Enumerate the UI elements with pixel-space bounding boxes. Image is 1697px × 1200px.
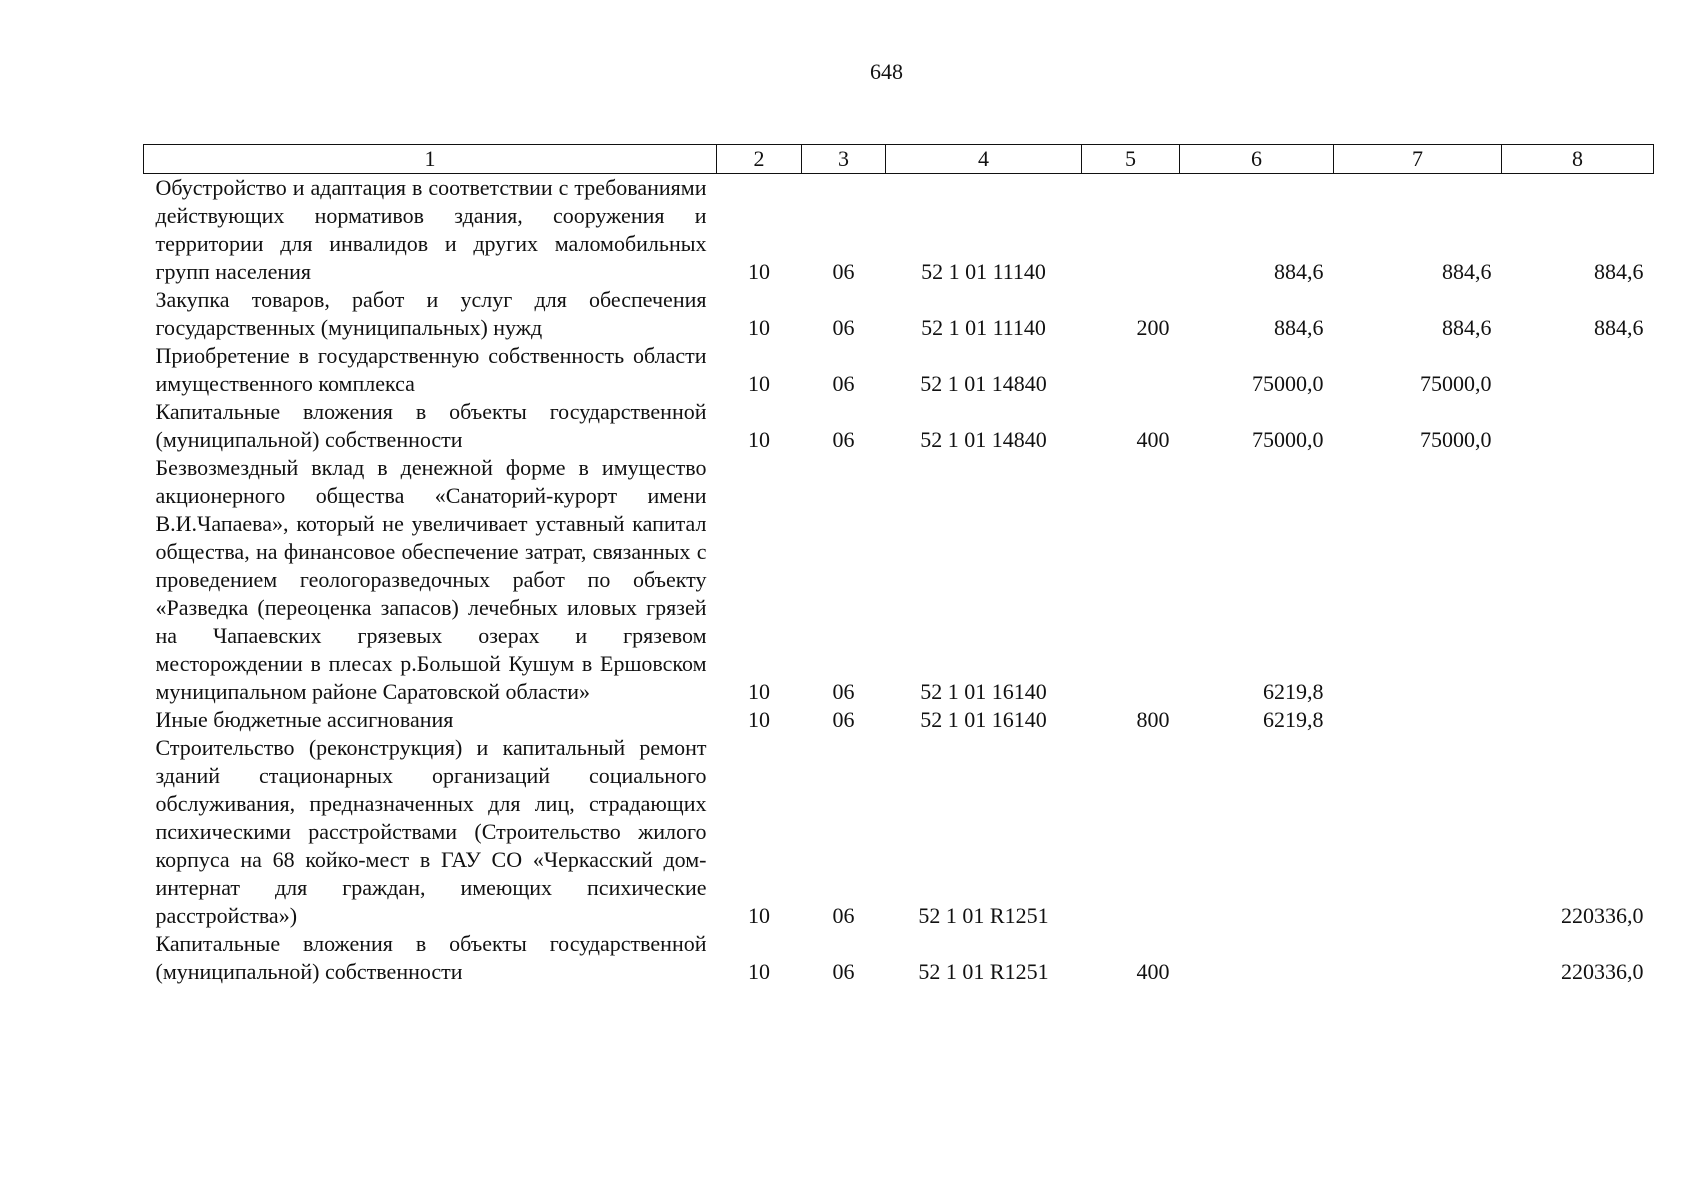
row-section: 10 bbox=[748, 903, 770, 928]
row-section: 10 bbox=[748, 259, 770, 284]
row-expense-type bbox=[1082, 454, 1180, 706]
column-header-2: 2 bbox=[717, 145, 802, 174]
row-description: Капитальные вложения в объекты государственной (муниципальной) собственности bbox=[155, 399, 707, 452]
table-row bbox=[144, 706, 1654, 734]
table-row bbox=[144, 398, 1654, 454]
table-row bbox=[144, 454, 1654, 706]
row-amount-col8 bbox=[1502, 342, 1654, 398]
row-amount-col8 bbox=[1502, 454, 1654, 706]
row-target-article: 52 1 01 R1251 bbox=[918, 959, 1049, 984]
column-header-6: 6 bbox=[1180, 145, 1334, 174]
table-row bbox=[144, 734, 1654, 930]
row-amount-col7 bbox=[1334, 734, 1502, 930]
row-target-article: 52 1 01 14840 bbox=[920, 427, 1047, 452]
row-target-article: 52 1 01 11140 bbox=[921, 259, 1046, 284]
row-target-article: 52 1 01 11140 bbox=[921, 315, 1046, 340]
row-amount-col8: 220336,0 bbox=[1561, 903, 1644, 928]
row-description: Безвозмездный вклад в денежной форме в имущество акционерного общества «Санаторий-курорт имени В.И.Чапаева», который не увеличивает уставный капитал общества, на финансовое обеспечение затрат, связанных с проведением геологоразведочных работ по объекту «Разведка (переоценка запасов) лечебных иловых грязей на Чапаевских грязевых озерах и грязевом месторождении в плесах р.Большой Кушум в Ершовском муниципальном районе Саратовской области» bbox=[155, 455, 707, 704]
row-target-article: 52 1 01 16140 bbox=[920, 679, 1047, 704]
row-expense-type bbox=[1082, 734, 1180, 930]
row-section: 10 bbox=[748, 959, 770, 984]
row-amount-col7 bbox=[1334, 930, 1502, 986]
row-expense-type: 200 bbox=[1136, 315, 1170, 340]
row-amount-col6 bbox=[1180, 734, 1334, 930]
row-amount-col7: 884,6 bbox=[1442, 259, 1492, 284]
row-amount-col7: 884,6 bbox=[1442, 315, 1492, 340]
table-row bbox=[144, 286, 1654, 342]
row-amount-col8 bbox=[1502, 706, 1654, 734]
row-amount-col7: 75000,0 bbox=[1420, 371, 1492, 396]
row-expense-type: 400 bbox=[1136, 427, 1170, 452]
row-amount-col6: 75000,0 bbox=[1252, 427, 1324, 452]
header-row bbox=[144, 145, 1654, 174]
row-expense-type bbox=[1082, 174, 1180, 287]
row-amount-col6: 6219,8 bbox=[1263, 707, 1324, 732]
row-subsection: 06 bbox=[832, 427, 855, 452]
row-subsection: 06 bbox=[832, 679, 855, 704]
row-description: Закупка товаров, работ и услуг для обеспечения государственных (муниципальных) нужд bbox=[155, 287, 707, 340]
row-section: 10 bbox=[748, 315, 770, 340]
row-amount-col8: 884,6 bbox=[1594, 259, 1644, 284]
row-amount-col7 bbox=[1334, 454, 1502, 706]
row-description: Капитальные вложения в объекты государственной (муниципальной) собственности bbox=[155, 931, 707, 984]
row-amount-col6: 884,6 bbox=[1274, 315, 1324, 340]
row-target-article: 52 1 01 14840 bbox=[920, 371, 1047, 396]
row-subsection: 06 bbox=[832, 959, 855, 984]
row-description: Строительство (реконструкция) и капитальный ремонт зданий стационарных организаций социального обслуживания, предназначенных для лиц, страдающих психическими расстройствами (Строительство жилого корпуса на 68 койко-мест в ГАУ СО «Черкасский дом-интернат для граждан, имеющих психические расстройства») bbox=[155, 735, 707, 928]
column-header-3: 3 bbox=[802, 145, 886, 174]
table-header bbox=[144, 145, 1654, 174]
row-target-article: 52 1 01 R1251 bbox=[918, 903, 1049, 928]
row-amount-col6: 884,6 bbox=[1274, 259, 1324, 284]
table-row bbox=[144, 342, 1654, 398]
column-header-5: 5 bbox=[1082, 145, 1180, 174]
row-section: 10 bbox=[748, 371, 770, 396]
page-number: 648 bbox=[870, 59, 903, 84]
row-subsection: 06 bbox=[832, 371, 855, 396]
row-section: 10 bbox=[748, 679, 770, 704]
table-row bbox=[144, 930, 1654, 986]
row-subsection: 06 bbox=[832, 315, 855, 340]
column-header-1: 1 bbox=[144, 145, 717, 174]
column-header-8: 8 bbox=[1502, 145, 1654, 174]
row-section: 10 bbox=[748, 707, 770, 732]
row-subsection: 06 bbox=[832, 259, 855, 284]
column-header-7: 7 bbox=[1334, 145, 1502, 174]
row-expense-type: 400 bbox=[1136, 959, 1170, 984]
row-subsection: 06 bbox=[832, 903, 855, 928]
budget-table bbox=[143, 144, 1654, 986]
row-description: Обустройство и адаптация в соответствии с требованиями действующих нормативов здания, сооружения и территории для инвалидов и других маломобильных групп населения bbox=[155, 175, 707, 284]
row-amount-col6: 75000,0 bbox=[1252, 371, 1324, 396]
row-amount-col7 bbox=[1334, 706, 1502, 734]
table-body bbox=[144, 174, 1654, 987]
row-subsection: 06 bbox=[832, 707, 855, 732]
row-amount-col8: 884,6 bbox=[1594, 315, 1644, 340]
row-target-article: 52 1 01 16140 bbox=[920, 707, 1047, 732]
row-section: 10 bbox=[748, 427, 770, 452]
column-header-4: 4 bbox=[886, 145, 1082, 174]
row-amount-col8: 220336,0 bbox=[1561, 959, 1644, 984]
row-amount-col6: 6219,8 bbox=[1263, 679, 1324, 704]
row-description: Приобретение в государственную собственность области имущественного комплекса bbox=[155, 343, 707, 396]
row-amount-col8 bbox=[1502, 398, 1654, 454]
row-amount-col7: 75000,0 bbox=[1420, 427, 1492, 452]
row-description: Иные бюджетные ассигнования bbox=[155, 707, 454, 732]
table-row bbox=[144, 174, 1654, 287]
row-expense-type: 800 bbox=[1136, 707, 1170, 732]
row-amount-col6 bbox=[1180, 930, 1334, 986]
row-expense-type bbox=[1082, 342, 1180, 398]
